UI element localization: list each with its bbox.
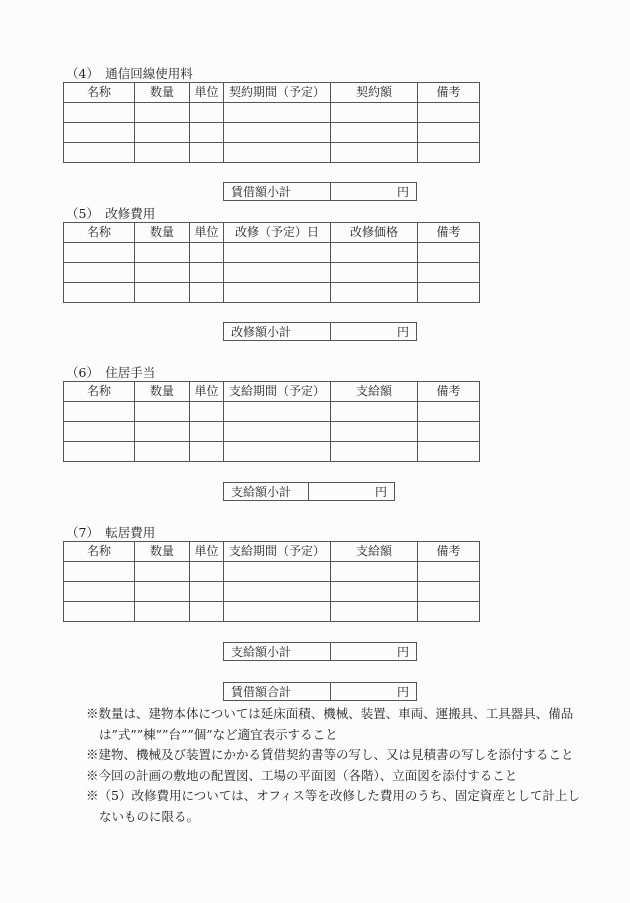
cell-remarks[interactable]	[418, 243, 480, 263]
table-row	[64, 283, 480, 303]
cell-quantity[interactable]	[135, 562, 190, 582]
cell-name[interactable]	[64, 442, 135, 462]
subtotal-label: 改修額小計	[224, 323, 331, 340]
grand-total	[223, 682, 417, 701]
cell-amount[interactable]	[331, 143, 418, 163]
header-quantity: 数量	[135, 542, 190, 562]
cell-unit[interactable]	[190, 103, 224, 123]
cell-name[interactable]	[64, 143, 135, 163]
cell-price[interactable]	[331, 243, 418, 263]
section-4-table	[63, 82, 480, 163]
notes	[86, 704, 586, 827]
section-6-title: （6） 住居手当	[66, 365, 156, 380]
cell-remarks[interactable]	[418, 562, 480, 582]
table-row	[64, 263, 480, 283]
cell-name[interactable]	[64, 422, 135, 442]
table-header-row	[64, 223, 480, 243]
cell-quantity[interactable]	[135, 402, 190, 422]
cell-quantity[interactable]	[135, 442, 190, 462]
table-row	[64, 143, 480, 163]
subtotal-value[interactable]: 円	[396, 325, 409, 339]
cell-quantity[interactable]	[135, 243, 190, 263]
header-price: 改修価格	[331, 223, 418, 243]
cell-period[interactable]	[224, 103, 331, 123]
section-6-table	[63, 381, 480, 462]
cell-name[interactable]	[64, 602, 135, 622]
header-date: 改修（予定）日	[224, 223, 331, 243]
table-row	[64, 402, 480, 422]
cell-date[interactable]	[224, 283, 331, 303]
header-unit: 単位	[190, 83, 224, 103]
cell-remarks[interactable]	[418, 283, 480, 303]
section-6-subtotal	[223, 482, 395, 501]
header-period: 支給期間（予定）	[224, 382, 331, 402]
cell-unit[interactable]	[190, 602, 224, 622]
header-name: 名称	[64, 542, 135, 562]
cell-name[interactable]	[64, 263, 135, 283]
cell-name[interactable]	[64, 402, 135, 422]
cell-quantity[interactable]	[135, 263, 190, 283]
cell-name[interactable]	[64, 103, 135, 123]
note-quantity: ※数量は、建物本体については延床面積、機械、装置、車両、運搬具、工具器具、備品は”式””棟””台””個”など適宜表示すること	[86, 706, 574, 742]
cell-quantity[interactable]	[135, 602, 190, 622]
cell-price[interactable]	[331, 283, 418, 303]
header-amount: 支給額	[331, 382, 418, 402]
cell-unit[interactable]	[190, 422, 224, 442]
header-remarks: 備考	[418, 83, 480, 103]
section-7-table	[63, 541, 480, 622]
header-unit: 単位	[190, 382, 224, 402]
cell-period[interactable]	[224, 562, 331, 582]
header-name: 名称	[64, 83, 135, 103]
cell-amount[interactable]	[331, 123, 418, 143]
subtotal-value[interactable]: 円	[396, 185, 409, 199]
cell-remarks[interactable]	[418, 442, 480, 462]
section-5-title: （5） 改修費用	[66, 206, 156, 221]
header-amount: 契約額	[331, 83, 418, 103]
header-quantity: 数量	[135, 382, 190, 402]
header-name: 名称	[64, 223, 135, 243]
cell-amount[interactable]	[331, 562, 418, 582]
header-remarks: 備考	[418, 382, 480, 402]
cell-unit[interactable]	[190, 582, 224, 602]
cell-amount[interactable]	[331, 582, 418, 602]
header-unit: 単位	[190, 223, 224, 243]
subtotal-value[interactable]: 円	[396, 645, 409, 659]
table-row	[64, 103, 480, 123]
cell-period[interactable]	[224, 442, 331, 462]
section-7-subtotal	[223, 642, 417, 661]
cell-amount[interactable]	[331, 422, 418, 442]
cell-period[interactable]	[224, 402, 331, 422]
cell-name[interactable]	[64, 562, 135, 582]
cell-unit[interactable]	[190, 123, 224, 143]
cell-remarks[interactable]	[418, 582, 480, 602]
cell-period[interactable]	[224, 123, 331, 143]
subtotal-label: 賃借額小計	[224, 183, 331, 200]
cell-date[interactable]	[224, 243, 331, 263]
subtotal-label: 支給額小計	[224, 483, 309, 500]
cell-name[interactable]	[64, 582, 135, 602]
header-quantity: 数量	[135, 83, 190, 103]
note-lease-contract: ※建物、機械及び装置にかかる賃借契約書等の写し、又は見積書の写しを添付すること	[86, 747, 574, 762]
header-name: 名称	[64, 382, 135, 402]
cell-quantity[interactable]	[135, 422, 190, 442]
note-site-plans: ※今回の計画の敷地の配置図、工場の平面図（各階）、立面図を添付すること	[86, 767, 518, 783]
cell-name[interactable]	[64, 123, 135, 143]
cell-unit[interactable]	[190, 243, 224, 263]
table-row	[64, 422, 480, 442]
header-remarks: 備考	[418, 542, 480, 562]
cell-remarks[interactable]	[418, 103, 480, 123]
table-row	[64, 582, 480, 602]
cell-name[interactable]	[64, 243, 135, 263]
cell-remarks[interactable]	[418, 263, 480, 283]
cell-amount[interactable]	[331, 602, 418, 622]
total-value[interactable]: 円	[396, 685, 409, 699]
cell-unit[interactable]	[190, 402, 224, 422]
cell-remarks[interactable]	[418, 123, 480, 143]
header-period: 契約期間（予定）	[224, 83, 331, 103]
cell-amount[interactable]	[331, 402, 418, 422]
note-renovation: ※（5）改修費用については、オフィス等を改修した費用のうち、固定資産として計上しないものに限る。	[86, 788, 580, 824]
section-4-title: （4） 通信回線使用料	[66, 66, 193, 81]
cell-remarks[interactable]	[418, 143, 480, 163]
section-5-subtotal	[223, 322, 417, 341]
cell-remarks[interactable]	[418, 422, 480, 442]
cell-unit[interactable]	[190, 263, 224, 283]
table-header-row	[64, 382, 480, 402]
header-unit: 単位	[190, 542, 224, 562]
cell-quantity[interactable]	[135, 283, 190, 303]
subtotal-value[interactable]: 円	[374, 485, 387, 499]
cell-name[interactable]	[64, 283, 135, 303]
cell-amount[interactable]	[331, 442, 418, 462]
cell-quantity[interactable]	[135, 582, 190, 602]
cell-unit[interactable]	[190, 143, 224, 163]
cell-unit[interactable]	[190, 283, 224, 303]
header-amount: 支給額	[331, 542, 418, 562]
table-header-row	[64, 83, 480, 103]
cell-period[interactable]	[224, 143, 331, 163]
cell-unit[interactable]	[190, 562, 224, 582]
table-row	[64, 123, 480, 143]
table-row	[64, 442, 480, 462]
cell-quantity[interactable]	[135, 123, 190, 143]
table-row	[64, 562, 480, 582]
header-period: 支給期間（予定）	[224, 542, 331, 562]
cell-price[interactable]	[331, 263, 418, 283]
cell-remarks[interactable]	[418, 402, 480, 422]
cell-period[interactable]	[224, 602, 331, 622]
cell-period[interactable]	[224, 582, 331, 602]
subtotal-label: 支給額小計	[224, 643, 331, 660]
total-label: 賃借額合計	[224, 683, 331, 700]
cell-date[interactable]	[224, 263, 331, 283]
cell-quantity[interactable]	[135, 143, 190, 163]
section-5-table	[63, 222, 480, 303]
table-header-row	[64, 542, 480, 562]
header-remarks: 備考	[418, 223, 480, 243]
section-4-subtotal	[223, 182, 417, 201]
cell-remarks[interactable]	[418, 602, 480, 622]
header-quantity: 数量	[135, 223, 190, 243]
cell-unit[interactable]	[190, 442, 224, 462]
cell-quantity[interactable]	[135, 103, 190, 123]
table-row	[64, 602, 480, 622]
cell-amount[interactable]	[331, 103, 418, 123]
section-7-title: （7） 転居費用	[66, 525, 156, 540]
table-row	[64, 243, 480, 263]
cell-period[interactable]	[224, 422, 331, 442]
